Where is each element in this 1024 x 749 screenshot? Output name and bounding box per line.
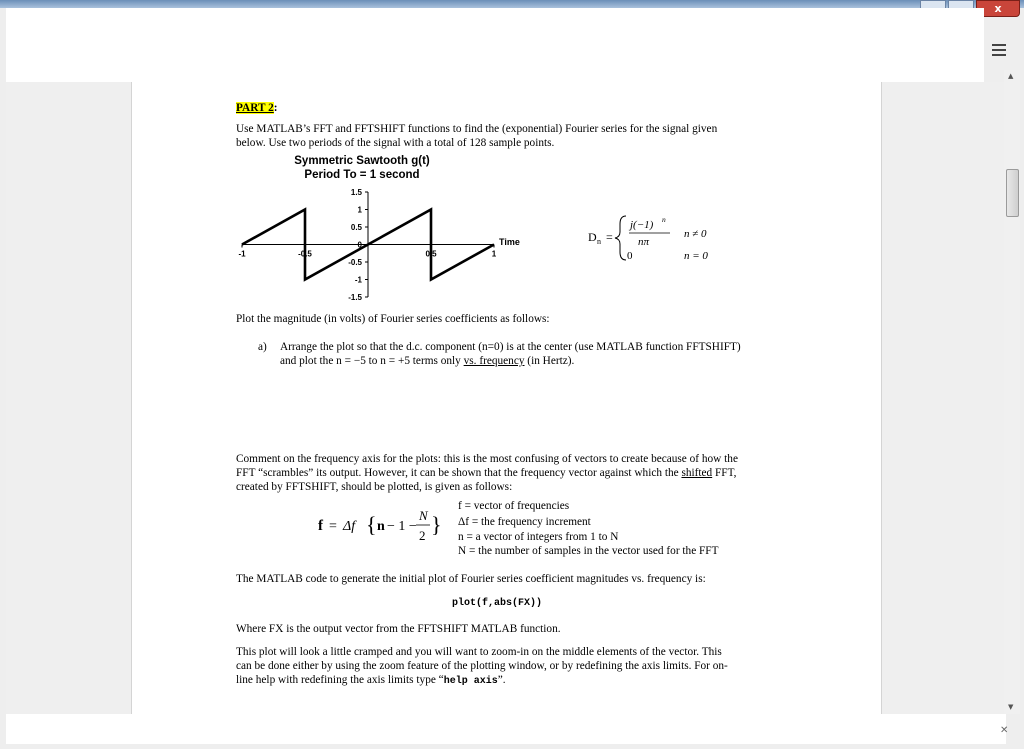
scroll-down-arrow-icon[interactable]: ▼ (1008, 703, 1014, 711)
f-two: 2 (419, 528, 426, 543)
def-n: n = a vector of integers from 1 to N (458, 531, 619, 543)
dn-formula (584, 210, 744, 265)
close-button[interactable]: x (976, 0, 1020, 17)
brace-icon (615, 216, 626, 260)
dn-sub: n (597, 237, 601, 246)
dn-lhs: D (588, 230, 597, 244)
code-line: plot(f,abs(FX)) (452, 598, 543, 609)
dn-cond-1: n ≠ 0 (684, 228, 707, 240)
zoom-line-3: line help with redefining the axis limits type “help axis”. (236, 674, 506, 687)
dn-denominator: nπ (638, 236, 650, 248)
dn-cond-2: n = 0 (684, 250, 708, 262)
intro-line-2: below. Use two periods of the signal with a total of 128 sample points. (236, 137, 555, 149)
y-tick-label: -1.5 (348, 293, 362, 302)
chart-title: Symmetric Sawtooth g(t) (294, 155, 430, 167)
y-tick-label: 0.5 (350, 223, 362, 232)
comment-line-3: created by FFTSHIFT, should be plotted, is given as follows: (236, 481, 513, 493)
zoom-line-1: This plot will look a little cramped and you will want to zoom-in on the middle elements of the vector. This (236, 646, 722, 658)
def-N: N = the number of samples in the vector used for the FFT (458, 545, 719, 557)
f-N: N (419, 508, 428, 523)
toolbar-area (6, 8, 984, 82)
x-tick-label: -1 (238, 249, 246, 259)
close-small-icon[interactable]: ✕ (1000, 725, 1009, 736)
menu-icon[interactable] (992, 44, 1006, 58)
dn-zero: 0 (627, 250, 633, 262)
x-tick-label: 1 (491, 249, 497, 259)
title-bar (0, 0, 1024, 8)
left-margin (6, 82, 131, 714)
def-f: f = vector of frequencies (458, 500, 570, 512)
scroll-thumb[interactable] (1006, 169, 1019, 217)
y-tick-label: 1 (357, 205, 362, 215)
f-equals: = (329, 519, 337, 534)
f-symbol: f (318, 518, 323, 534)
f-n: n (377, 519, 385, 534)
item-a-line-2: and plot the n = −5 to n = +5 terms only vs. frequency (in Hertz). (280, 355, 575, 367)
comment-line-1: Comment on the frequency axis for the plots: this is the most confusing of vectors to create because of how the (236, 453, 738, 465)
document-page (131, 82, 882, 714)
item-a-line-1: Arrange the plot so that the d.c. component (n=0) is at the center (use MATLAB function FFTSHIFT) (280, 341, 741, 353)
x-tick-label: 0.5 (425, 249, 437, 259)
y-tick-label: -1 (354, 275, 362, 285)
f-minus-one: − 1 − (387, 519, 417, 534)
y-tick-label: 0 (357, 240, 362, 250)
sawtooth-chart (232, 154, 532, 304)
f-delta: Δf (343, 519, 356, 534)
part-heading: PART 2: (236, 102, 278, 114)
matlab-intro: The MATLAB code to generate the initial plot of Fourier series coefficient magnitudes vs. frequency is: (236, 573, 706, 585)
def-delta-f: Δf = the frequency increment (458, 516, 591, 528)
x-tick-label: -0.5 (298, 249, 312, 259)
vertical-scrollbar[interactable] (1004, 70, 1020, 714)
left-brace-icon: { (366, 512, 377, 537)
status-area (6, 714, 1009, 744)
scroll-up-arrow-icon[interactable]: ▲ (1008, 72, 1014, 80)
where-text: Where FX is the output vector from the FFTSHIFT MATLAB function. (236, 623, 561, 635)
y-tick-label: -0.5 (348, 258, 362, 267)
zoom-line-2: can be done either by using the zoom feature of the plotting window, or by redefining the axis limits. For on- (236, 660, 728, 672)
dn-exponent: n (662, 215, 666, 224)
right-margin (880, 82, 1004, 714)
item-a-marker: a) (258, 341, 267, 353)
x-axis-label: Time (499, 237, 520, 247)
frequency-formula (312, 500, 442, 550)
intro-line-1: Use MATLAB’s FFT and FFTSHIFT functions to find the (exponential) Fourier series for the signal given (236, 123, 718, 135)
comment-line-2: FFT “scrambles” its output. However, it can be shown that the frequency vector against which the shifted FFT, (236, 467, 737, 479)
plot-instruction: Plot the magnitude (in volts) of Fourier series coefficients as follows: (236, 313, 550, 325)
chart-subtitle: Period To = 1 second (304, 169, 420, 181)
y-tick-label: 1.5 (350, 188, 362, 197)
right-brace-icon: } (431, 512, 442, 537)
dn-numerator: j(−1) (630, 219, 654, 231)
dn-equals: = (606, 230, 613, 244)
